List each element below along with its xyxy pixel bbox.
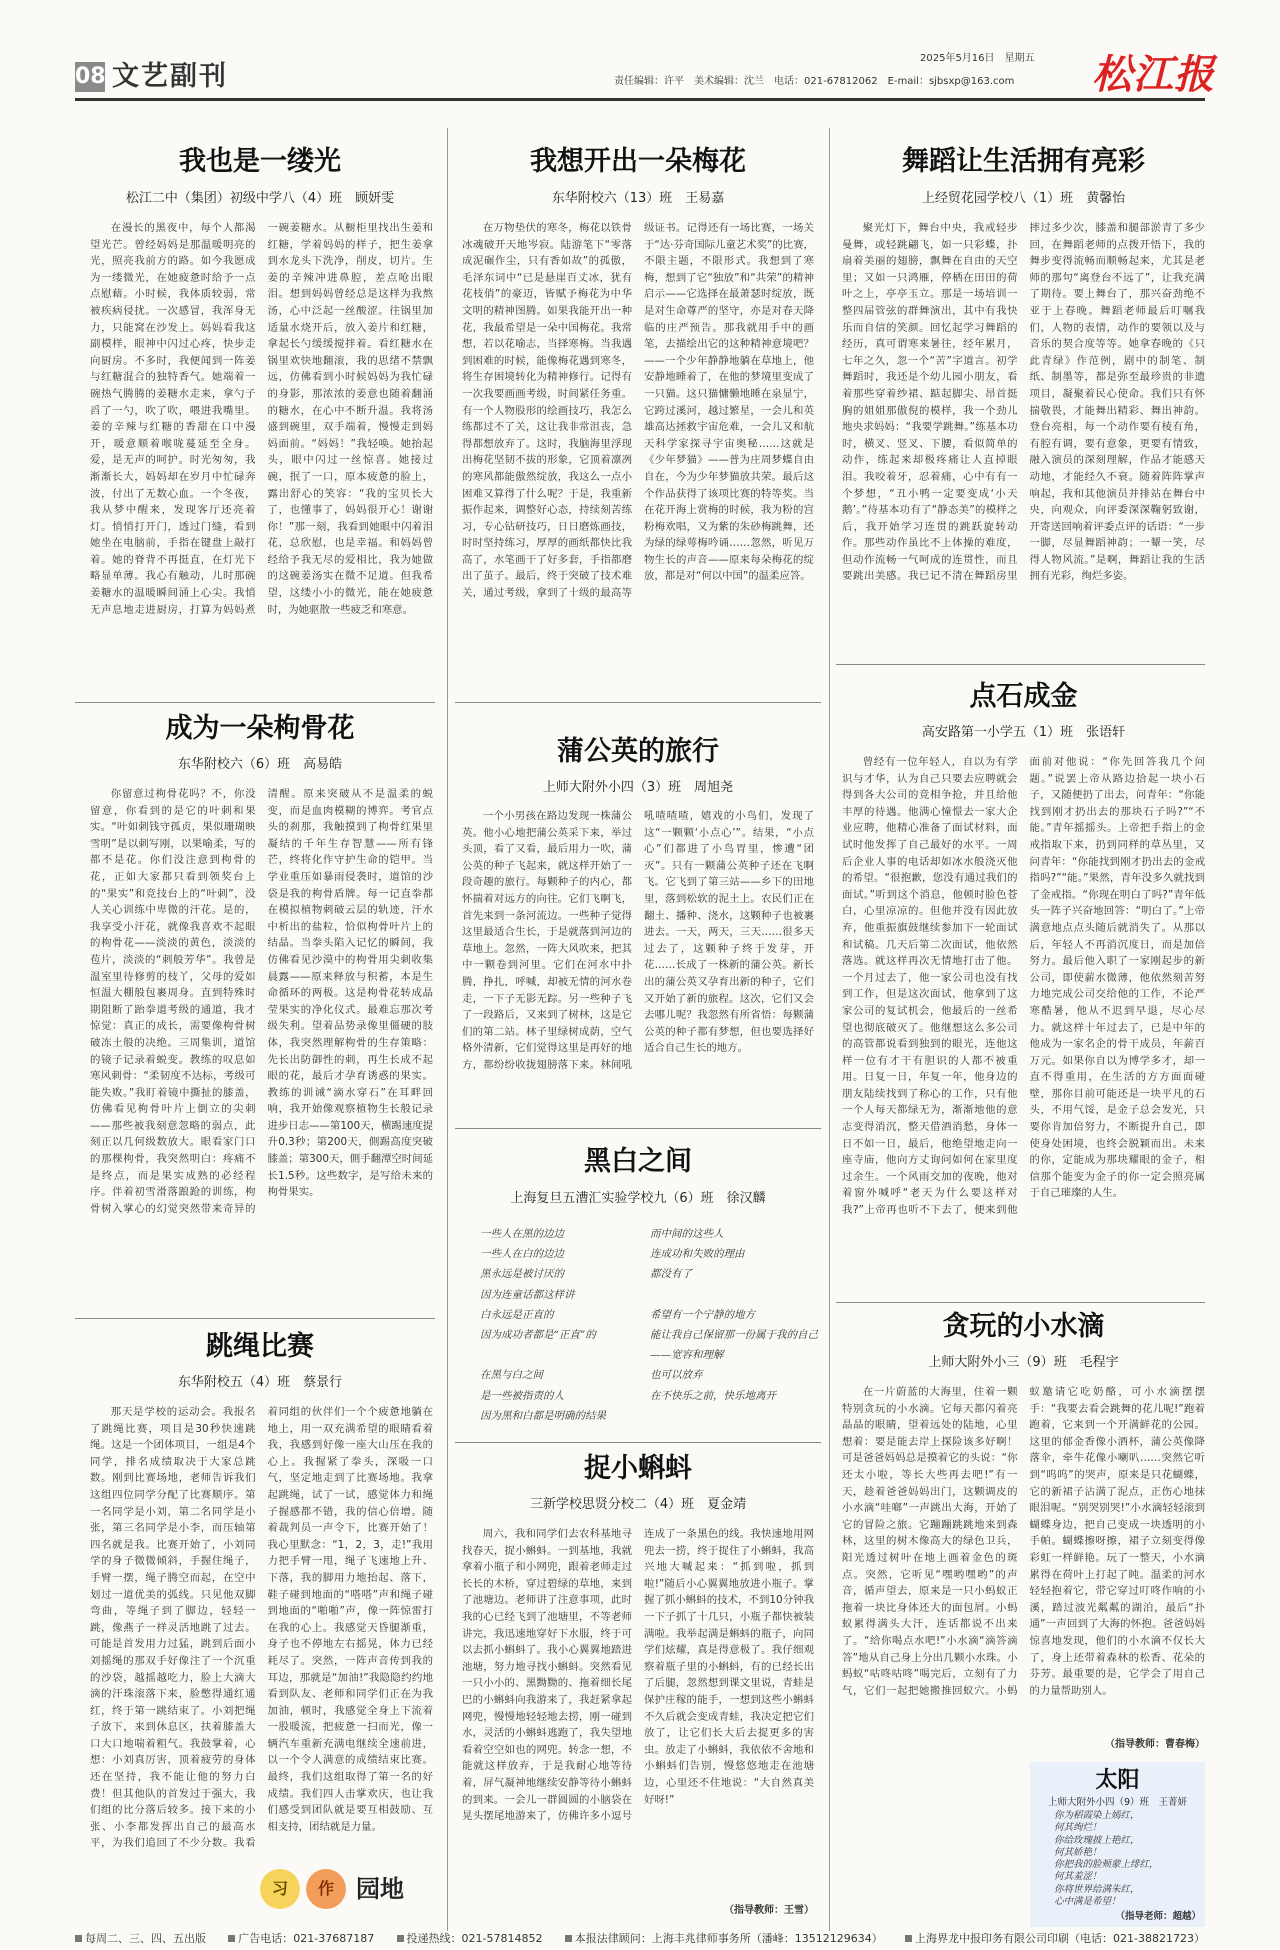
column-divider — [829, 128, 830, 1933]
article-body: 那天是学校的运动会。我报名了跳绳比赛，项目是30秒快速跳绳。这是一个团体项目，一组是4个同学，排名成绩取决于大家总跳数。刚到比赛场地，老师告诉我们这组四位同学分配了比赛顺序。第一名同学是小刘，第二名同学是小张，第三名同学是小李，而压轴第四名就是我。比赛开始了，小刘同学的身子微微倾斜，手握住绳子，手臂一摆，绳子腾空而起，在空中划过一道优美的弧线。只见他双脚弯曲，等绳子到了脚边，轻轻一跳，像燕子一样灵活地跳了过去。可能是首发用力过猛，跳到后面小刘摇绳的那双手好像注了一个沉重的沙袋，越摇越吃力，脸上大滴大滴的汗珠滚落下来，脸憋得通红通红，终于第一跳结束了。小刘把绳子放下，来到休息区，扶着膝盖大口大口地喘着粗气。我鼓掌着，心想：小刘真厉害，顶着疲劳的身体还在坚持，我不能让他的努力白费！但其他队的首发过于强大，我们组的比分落后较多。接下来的小张、小李都发挥出自己的最高水平，为我们追回了不少分数。我看着同组的伙伴们一个个疲惫地躺在地上，用一双充满希望的眼睛看着我，我感到好像一座大山压在我的心上。我握紧了拳头，深吸一口气，坚定地走到了比赛场地。我拿起跳绳，试了一试，感觉体力和绳子握感都不错，我的信心倍增。随着裁判员一声令下，比赛开始了！我心里默念：“1，2，3，走!”我用力把手臂一甩，绳子飞速地上升、下落，我的脚用力地抬起、落下，鞋子碰到地面的“嗒嗒”声和绳子碰到地面的“啪啪”声，像一阵惊雷打在我的心上。我感觉天昏腿渐重，身子也不停地左右摇晃，体力已经耗尽了。突然，一阵声音传到我的耳边，那就是“加油!”我隐隐约约地看到队友、老师和同学们正在为我加油，顿时，我感觉全身上下流着一股暖流，把疲惫一扫而光，像一辆汽车重新充满电继续全速前进，以一个令人满意的成绩结束比赛。最终，我们这组取得了第一名的好成绩。我们四人击掌欢庆，也让我们感受到团队就是要互相鼓励、互相支持，团结就是力量。 — [90, 1406, 433, 1850]
article-title: 跳绳比赛 — [206, 1331, 314, 1362]
section-divider — [455, 1128, 821, 1129]
square-bullet-icon — [75, 1935, 82, 1942]
article-byline: 高安路第一小学五（1）班 张语轩 — [921, 725, 1126, 740]
footer-item: 投递热线：021-57814852 — [397, 1931, 543, 1947]
section-divider — [75, 1318, 435, 1319]
article-byline: 东华附校六（13）班 王易嘉 — [551, 191, 725, 206]
section-divider — [836, 664, 1205, 665]
poem-lines: 你为稻霞染上嫣红， 何其绚烂！ 你给玫瑰披上艳红， 何其娇艳！ 你把我的脸颊蒙上绯红， 何其羞涩！ 你将世界给满朱红， 心中满是希望！ — [1054, 1810, 1159, 1908]
article-title: 成为一朵枸骨花 — [165, 713, 355, 744]
article-title: 舞蹈让生活拥有亮彩 — [902, 146, 1145, 177]
article-byline: 上经贸花园学校八（1）班 黄馨怡 — [921, 191, 1126, 206]
section-title: 文艺副刊 — [112, 61, 228, 92]
article-signature: （指导老师：超越） — [1115, 1911, 1201, 1922]
badge-label: 园地 — [356, 1875, 404, 1903]
article-byline: 东华附校六（6）班 高易皓 — [177, 757, 343, 772]
footer-bar — [75, 1931, 1205, 1947]
footer-item: 广告电话：021-37687187 — [228, 1931, 374, 1947]
article-title: 蒲公英的旅行 — [557, 736, 719, 767]
editor-info: 责任编辑：许平 美术编辑：沈兰 电话：021-67812062 E-mail：sjbsxp@163.com — [614, 76, 1015, 87]
article-body: 你留意过枸骨花吗？不，你没留意，你看到的是它的叶刺和果实。“叶如刺钱守孤贞，果似珊瑚映雪明”是以刺写刚，以果喻柔，写的都不是花。你们没注意到枸骨的花，正如大家都只看到领奖台上的“果实”和竞技台上的“叶刺”，没人关心训练中卑微的汗花。是的，我享受小汗花，就像我喜欢不起眼的枸骨花——淡淡的黄色，淡淡的苞片，淡淡的“刺般芳华”。我曾是温室里待修剪的枝丫，父母的爱如恒温大棚般包裹周身。直到特殊时期阻断了跆拳道考级的通道，我才惊觉：真正的成长，需要像枸骨树破冻土般的决绝。三周集训，道馆的镜子记录着蜕变。教练的叹息如寒风刺骨：“柔韧度不达标，考级可能失败。”我盯着镜中撕扯的膝盖，仿佛看见枸骨叶片上倒立的尖刺——那些被我刻意忽略的弱点，此刻正以几何级数放大。眼看家门口的那棵枸骨，我突然明白：疼痛不是终点，而是果实成熟的必经程序。伴着初雪滑落踉跄的训练，枸骨树入掌心的幻觉突然带来奇异的清醒。原来突破从不是温柔的蜕变，而是血肉模糊的博弈。考官点头的刹那，我触摸到了枸骨红果里凝结的千年生存智慧——所有锋芒，终将化作守护生命的铠甲。当学业重压如暴雨侵袭时，道馆的沙袋是我的枸骨盾牌。每一记直拳都在模拟植物刺破云层的轨迹，汗水中析出的盐粒，恰似枸骨叶片上的结晶。当拳头陷入记忆的瞬间，我仿佛看见沙漠中的枸骨用尖刺收集晨露——原来释放与积蓄，本是生命循环的两极。这是枸骨花转成晶莹果实的净化仪式。最难忘那次考级失利。望着品势录像里僵硬的肢体，我突然理解枸骨的生存策略：先长出防御性的刺，再生长成不起眼的花，最后才孕育诱惑的果实。教练的训诫“滴水穿石”在耳畔回响，我开始像观察植物生长般记录进步日志——第100天，横踢速度提升0.3秒；第200天，側踢高度突破膝盖；第300天，側手翻潭空时间延长1.5秒。这些数字，是写给未来的枸骨果实。 — [90, 788, 433, 1215]
article-byline: 东华附校五（4）班 蔡景行 — [177, 1375, 343, 1390]
article-body: 曾经有一位年轻人，自以为有学识与才华，认为自己只要去应聘就会得到各大公司的竞相争抢，并且给他丰厚的待遇。他满心憧憬去一家大企业应聘，他精心准备了面试材料，面试时他发挥了自己最好的水平。一周后企业人事的电话却如冰水般浇灭他的希望。“很抱歉，您没有通过我们的面试。”听到这个消息，他顿时脸色苍白，心里凉凉的。但他并没有因此放弃，他重振旗鼓继续参加下一轮面试和试稿。几天后第二次面试，他依然落选。就这样再次无情地打击了他。一个月过去了，他一家公司也没有找到工作，但是这次面试，他拿到了这家公司的复试机会，他最后的一丝希望也彻底破灭了。他继想这么多公司的高管都说看到独到的眼光，连他这样一位有才干有胆识的人都不被重用。日复一日，年复一年，他身边的朋友陆续找到了称心的工作，只有他一个人每天都绿无为，渐渐地他的意志变得消沉，整天借酒消愁，身体一日不如一日，最后，他绝望地走向一座寺庙，他向方丈询问如何在家里度过余生。一个风雨交加的夜晚，他对着窗外喊呼“老天为什么要这样对我?”上帝再也听不下去了，便来到他面前对他说：“你先回答我几个问题。”说罢上帝从路边拾起一块小石子，又随便扔了出去，问青年：“你能找到刚才扔出去的那块石子吗?”“不能。”青年摇摇头。上帝把手指上的金戒指取下来，扔到同样的草丛里，又问青年：“你能找到刚才扔出去的金戒指吗?”“能。”果然，青年没多久就找到了金戒指。“你现在明白了吗?”青年低头一阵子兴奋地回答：“明白了。”上帝满意地点点头随后就消失了。从那以后，年轻人不再消沉度日，而是加倍努力。最后他入职了一家刚起步的新公司，即使薪水微薄，他依然刻苦努力地完成公司交给他的工作，不论严寒酷暑，他从不迟到早退，尽心尽力。就这样十年过去了，已是中年的他成为一家名企的骨干成员，年薪百万元。如果你自以为博学多才，却一直不得重用，在生活的方方面面碰壁，那你目前可能还是一块平凡的石头，不用气馁，是金子总会发光，只要你肯加倍努力，不断提升自己，即使身处困境，也终会脱颖而出。未来的你，定能成为那块耀眼的金子，相信那个能变为金子的你一定会照亮属于自己璀璨的人生。 — [842, 756, 1205, 1217]
section-divider — [455, 1442, 821, 1443]
footer-item: 每周二、三、四、五出版 — [75, 1931, 206, 1947]
square-bullet-icon — [397, 1935, 404, 1942]
article-byline: 上师大附外小四（3）班 周旭尧 — [542, 780, 734, 795]
article-title: 捉小蝌蚪 — [584, 1453, 692, 1484]
square-bullet-icon — [565, 1935, 572, 1942]
poem-right-column: 而中间的这些人 连成功和失败的理由 都没有了 希望有一个宁静的地方 能让我自己保留那一份属于我的自己 ——宽容和理解 也可以放弃 在不快乐之前，快乐地离开 — [650, 1228, 818, 1402]
square-bullet-icon — [228, 1935, 235, 1942]
section-divider — [836, 1302, 1205, 1303]
page-number-badge: 08 — [75, 62, 105, 92]
article-body: 一个小男孩在路边发现一株蒲公英。他小心地把蒲公英采下来，举过头顶，看了又看，最后用力一吹，蒲公英的种子飞起来，就这样开始了一段奇趣的旅行。每颗种子的内心，都怀揣着对远方的向往。它们飞啊飞，首先来到一条河流边。一些种子觉得这里最适合生长，于是就落到河边的草地上。忽然，一阵大风吹来，把其中一颗卷到河里。它们在河水中扑腾，挣扎，呼喊，却被无情的河水卷走，一下子无影无踪。另一些种子飞了一段路后，又来到了树林，这是它们的第二站。林子里绿树成荫，空气格外清新，它们觉得这里是再好的地方，都纷纷收拢翅膀落下来。林间吼吼喳喳喳，嬉戏的小鸟们，发现了这“一颗颗‘小点心’”。结果，“小点心”们都进了小鸟胃里，惨遭“团灭”。只有一颗蒲公英种子还在飞啊飞。它飞到了第三站——乡下的田地里，落到松软的泥土上。农民们正在翻土、播种、浇水，这颗种子也被裹进去。一天，两天，三天……很多天过去了，这颗种子终于发芽，开花……长成了一株新的蒲公英。新长出的蒲公英又孕育出新的种子，它们又开始了新的旅程。这次，它们又会去哪儿呢？我忽然有所省悟：每颗蒲公英的种子都有梦想，但也要选择好适合自己生长的地方。 — [462, 810, 814, 1071]
article-title: 太阳 — [1095, 1767, 1140, 1793]
article-signature: （指导教师：曹春梅） — [1105, 1739, 1205, 1750]
issue-date: 2025年5月16日 星期五 — [920, 53, 1035, 64]
article-body: 聚光灯下，舞台中央，我戒轻步曼舞，或轻跳翩飞，如一只彩蝶，扑扇着美丽的翅膀，飘舞在自由的天空里；又如一只鸿雁，停栖在田田的荷叶之上，亭亭玉立。那是一场培训一整四届管弦的群舞演出，其中有我快乐而自信的笑颜。回忆起学习舞蹈的经历，真可谓寒来暑往，经年累月，七年之久，忽一个“苦”字道言。初学舞蹈时，我还是个幼儿园小朋友，看着那些穿着纱裙、踮起脚尖、昂首挺胸的姐姐那傲倪的模样，我一个劲儿地央求妈妈：“我要学跳舞。”练基本功时，横叉、竖叉、下腰，看似简单的动作，练起来却极疼痛让人直掉眼泪。我咬着牙，忍着痛，心中有有一个梦想，“丑小鸭一定要变成‘小天鹅’。”待基本功有了“静态美”的模样之后，我开始学习连贯的跳跃旋转动作。那些动作虽比不上体操的难度，但动作流畅一气呵成的连贯性，而且要跳出美感。我已记不清在舞蹈房里摔过多少次，膝盖和腿部淤青了多少回，在舞蹈老师的点拨开悟下，我的舞步变得流畅而顺畅起来，尤其是老师的那句“离登台不远了”，让我充满了期待。要上舞台了，那兴奋劲绝不亚于上春晚。舞蹈老师最后叮嘱我们，人物的表情，动作的要领以及与音乐的契合度等等。她拿春晚的《只此青绿》作范例，剧中的制笔、制纸、制墨等，都是弥至最珍贵的非遗项目，凝聚着民心使命。我们只有怀揣敬畏，才能舞出精彩、舞出神韵。登台亮相，每一个动作要有棱有角，有腔有调，要有意象，更要有情致，融入演员的深刻理解，作品才能感天动地，才能经久不衰。随着阵阵掌声响起，我和其他演员并排站在舞台中央，向观众，向评委深深鞠躬致谢，开寄送回响着评委点评的话语：“一步一脚，尽显舞蹈神韵；一颦一笑，尽得人物风流。”是啊，舞蹈让我的生活拥有光彩，绚烂多姿。 — [842, 222, 1205, 583]
article-title: 黑白之间 — [584, 1146, 692, 1177]
header-rule — [75, 98, 1205, 101]
writing-garden-badge — [260, 1865, 435, 1915]
poem-left-column: 一些人在黑的边边 一些人在白的边边 黑永远是被讨厌的 因为连童话都这样讲 白永远是正直的 因为成功者都是“正直”的 在黑与白之间 是一些被指责的人 因为黑和白都是明确的结果 — [480, 1228, 606, 1422]
article-byline: 松江二中（集团）初级中学八（4）班 顾妍雯 — [125, 191, 395, 206]
poem-box — [1030, 1762, 1205, 1927]
section-divider — [75, 702, 435, 703]
article-title: 贪玩的小水滴 — [942, 1311, 1105, 1342]
section-divider — [455, 702, 821, 703]
article-byline: 三新学校思贤分校二（4）班 夏金靖 — [529, 1497, 747, 1512]
article-byline: 上师大附外小三（9）班 毛程宇 — [928, 1355, 1119, 1370]
article-byline: 上师大附外小四（9）班 王菁妍 — [1047, 1797, 1188, 1808]
article-title: 我想开出一朵梅花 — [530, 146, 746, 177]
article-body: 周六，我和同学们去农科基地寻找春天，捉小蝌蚪。一到基地，我就拿着小瓶子和小网兜，跟着老师走过长长的木桥，穿过碧绿的草地，来到了池塘边。老师讲了注意事项，此时我的心已经飞到了池塘里，不等老师讲完，我迅速地穿好下水服，终于可以去抓小蝌蚪了。我小心翼翼地踏进池塘，努力地寻找小蝌蚪。突然看见一只小小的、黑黝黝的、拖着细长尾巴的小蝌蚪向我游来了，我赶紧拿起网兜，慢慢地轻轻地去捞，刚一碰到水，灵活的小蝌蚪逃跑了，我失望地看着空空如也的网兜。转念一想，不能就这样放弃，于是我耐心地等待着，屏气凝神地继续安静等待小蝌蚪的到来。一会儿一群圆圆的小脑袋在晃头摆尾地游来了，仿佛许多小逗号连成了一条黑色的线。我快速地用网兜去一捞，终于捉住了小蝌蚪，我高兴地大喊起来：“抓到啦，抓到啦!”随后小心翼翼地放进小瓶子。掌握了抓小蝌蚪的技术，不到10分钟我一下子抓了十几只，小瓶子都快被装满啦。我举起满是蝌蚪的瓶子，向同学们炫耀，真是得意极了。我仔细观察着瓶子里的小蝌蚪，有的已经长出了后腿，忽然想到课文里说，青蛙是保护庄稼的能手，一想到这些小蝌蚪不久后就会变成青蛙，我决定把它们放了，让它们长大后去捉更多的害虫。放走了小蝌蚪，我依依不舍地和小蝌蚪们告别，慢悠悠地走在池塘边，心里还不住地说：“大自然真美好呀!” — [462, 1528, 814, 1823]
footer-item: 上海界龙中报印务有限公司印刷（电话：021-38821723） — [905, 1931, 1205, 1947]
article-signature: （指导教师：王雪） — [724, 1905, 814, 1916]
newspaper-logo: 松江报 — [1092, 51, 1215, 98]
article-title: 我也是一缕光 — [179, 146, 341, 177]
article-title: 点石成金 — [969, 681, 1078, 712]
article-byline: 上海复旦五漕汇实验学校九（6）班 徐汉麟 — [510, 1191, 766, 1206]
square-bullet-icon — [905, 1935, 912, 1942]
badge-circle: 作 — [306, 1869, 346, 1909]
article-body: 在漫长的黑夜中，每个人都渴望光芒。曾经妈妈是那温暖明亮的光，照亮我前方的路。如今我愿成为一缕微光，在她疲惫时给予一点点慰藉。小时候，我体质较弱，常被疾病侵扰。一次感冒，我浑身无力，只能窝在沙发上。妈妈看我这副模样，眼神中闪过心疼，快步走向厨房。不多时，我便闻到一阵姜与红糖混合的独特香气。她端着一碗热气腾腾的姜糖水走来，拿勺子舀了一勺，吹了吹，喂进我嘴里。姜的辛辣与红糖的香甜在口中漫开，暖意顺着喉咙蔓延至全身。爱，是无声的呵护。时光匆匆，我渐渐长大，妈妈却在岁月中忙碌奔波，付出了无数心血。一个冬夜，我从梦中醒来，发现客厅还亮着灯。悄悄打开门，透过门缝，看到她坐在电脑前，手指在键盘上敲打着。她的脊背不再挺直，在灯光下略显单薄。我心有触动，儿时那碗姜糖水的温暖瞬间涌上心尖。我悄无声息地走进厨房，打算为妈妈煮一碗姜糖水。从橱柜里找出生姜和红糖，学着妈妈的样子，把生姜拿到水龙头下洗净，削皮，切片。生姜的辛辣冲进鼻腔，差点呛出眼泪。想到妈妈曾经总是这样为我熬汤，心中泛起一丝酸涩。往锅里加适量水烧开后，放入姜片和红糖，拿起长勺缓缓搅拌着。看红糖水在锅里欢快地翻滚，我的思绪不禁飘远，仿佛看到小时候妈妈为我忙碌的身影，那浓浓的姜意也随着翻涌的糖水，在心中不断升温。我将汤盛到碗里，双手端着，慢慢走到妈妈面前。“妈妈！”我轻唤。她抬起头，眼中闪过一丝惊喜。她接过碗，抿了一口，原本疲惫的脸上，露出舒心的笑容：“我的宝贝长大了，也懂事了，妈妈很开心！谢谢你！”那一刻，我看到她眼中闪着泪花，总欣慰，也是幸福。和妈妈曾经给予我无尽的爱相比，我为她做的这碗姜汤实在微不足道。但我希望，这缕小小的微光，能在她疲惫时，为她驱散一些疲乏和寒意。 — [90, 222, 433, 616]
footer-item: 本报法律顾问：上海丰兆律师事务所（潘峰：13512129634） — [565, 1931, 883, 1947]
article-body: 在一片蔚蓝的大海里，住着一颗特别贪玩的小水滴。它每天都闪着亮晶晶的眼睛，望着远处的陆地，心里想着：要是能去岸上探险该多好啊！可是爸爸妈妈总是摸着它的头说：“你还太小啦，等长大些再去吧!”有一天，趁着爸爸妈妈出门，这颗调皮的小水滴“哇啷”一声跳出大海，开始了它的冒险之旅。它蹦蹦跳跳地来到森林，这里的树木像高大的绿色卫兵，阳光透过树叶在地上画着金色的斑点。突然，它听见“嘿哟嘿哟”的声音，循声望去，原来是一只小蚂蚁正拖着一块比身体还大的面包屑。小蚂蚁累得满头大汗，连话都说不出来了。“给你喝点水吧!”小水滴“滴答滴答”地从自己身上分出几颗小水珠。小蚂蚁“咕咚咕咚”喝完后，立刻有了力气，它们一起把她搬推回蚁穴。小蚂蚁邀请它吃奶酪，可小水滴摆摆手：“我要去看会跳舞的花儿呢!”跑着跑着，它来到一个开满鲜花的公园。这里的郁金香像小酒杯，蒲公英像降落伞，牵牛花像小喇叭……突然它听到“呜呜”的哭声，原来是只花蝴蝶，它的新裙子沾满了泥点，正伤心地抹眼泪呢。“别哭别哭!”小水滴轻轻滚到蝴蝶身边，把自己变成一块透明的小手帕。蝴蝶擦呀擦，裙子立刻变得像彩虹一样鲜艳。玩了一整天，小水滴累得在荷叶上打起了盹。温柔的河水轻轻抱着它，带它穿过叮咚作响的小溪，踏过波光粼粼的湖泊，最后“扑通”一声回到了大海的怀抱。爸爸妈妈惊喜地发现，他们的小水滴不仅长大了，身上还带着森林的松香、花朵的芬芳。最重要的是，它学会了用自己的力量帮助别人。 — [842, 1386, 1205, 1697]
badge-circle: 习 — [260, 1869, 300, 1909]
article-body: 在万物垫伏的寒冬，梅花以铁骨冰魂破开天地岑寂。陆游笔下“零落成泥碾作尘，只有香如故”的孤傲，毛泽东词中“已是悬崖百丈冰，犹有花枝俏”的豪迈，皆赋予梅花为中华文明的精神图腾。如果我能开出一种花，我最希望是一朵中国梅花。我常想，若以花喻志，当择寒梅。当我遇到困难的时候，能像梅花遇到寒冬，将生存困境转化为精神修行。记得有一次我要画画考级，时间紧任务重。有一个人物股形的绘画技巧，我怎么练都过不了关，这让我非常沮丧，急得都想放弃了。这时，我脑海里浮现出梅花坚韧不拔的形象，它顶着凛冽的寒风都能傲然绽放，我这么一点小困难又算得了什么呢？于是，我重新振作起来，调整好心态，持续刻苦练习，专心钻研技巧，日日磨炼画技，时时坚持练习，厚厚的画纸都快比我高了，水笔画干了好多套，手指都磨出了茧子。最后，终于突破了技术难关，通过考级，拿到了十级的最高等级证书。记得还有一场比赛，一场关于“达·芬奇国际儿童艺术奖”的比赛，不限主题，不限形式。我想到了寒梅，想到了它“独放”和“共荣”的精神启示——它选择在最萧瑟时绽放，既是对生命尊严的坚守，亦是对春天降临的庄严预告。那我就用手中的画笔，去描绘出它的这种精神意境吧？——一个少年静静地躺在草地上，他安静地睡着了，在他的梦境里变成了一只猫。这只猫慵懒地睡在泉显宁，它跨过溪河，越过繁星，一会儿和英雄高达拯救宇宙危难，一会儿又和航天科学家探寻宇宙奥秘……这就是《少年梦猫》——普为庄周梦蝶自由自在，今为少年梦猫放共荣。最后这个作品获得了该项比赛的特等奖。当在花开海上赏梅的时候，我为粉的宫粉梅欢唱，又为紫的朱砂梅跳舞，还为绿的绿萼梅吟诵……忽然，听见万物生长的声音——原来每朵梅花的绽放，都是对“何以中国”的温柔应答。 — [462, 222, 814, 600]
column-divider — [447, 128, 448, 1933]
